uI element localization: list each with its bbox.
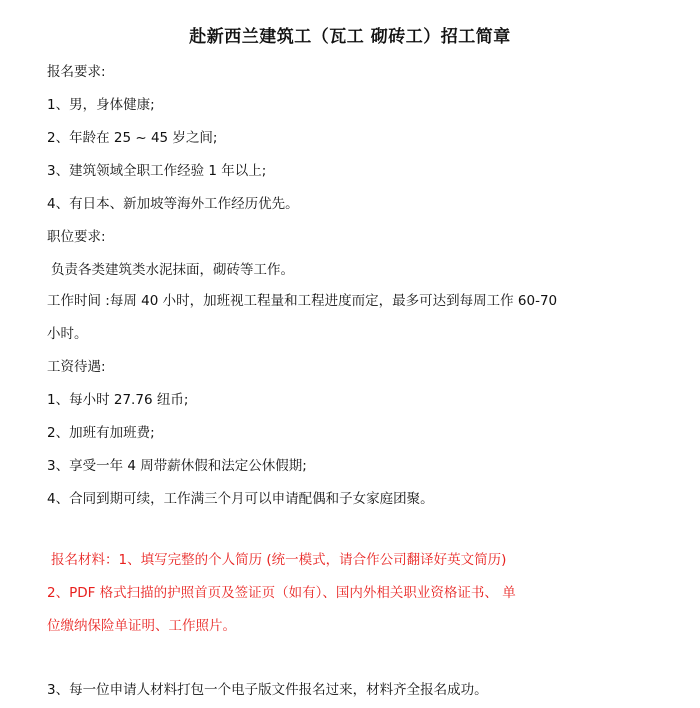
requirement-item-4: 4、有日本、新加坡等海外工作经历优先。 <box>47 196 299 212</box>
requirement-item-2: 2、年龄在 25 ~ 45 岁之间; <box>47 130 218 146</box>
materials-line-1: 报名材料：1、填写完整的个人简历 (统一模式，请合作公司翻译好英文简历) <box>51 552 507 568</box>
materials-line-4: 3、每一位申请人材料打包一个电子版文件报名过来，材料齐全报名成功。 <box>47 682 488 698</box>
materials-line-3: 位缴纳保险单证明、工作照片。 <box>47 618 236 634</box>
requirements-heading: 报名要求: <box>47 64 106 80</box>
work-hours-line-2: 小时。 <box>47 326 88 342</box>
salary-item-3: 3、享受一年 4 周带薪休假和法定公休假期; <box>47 458 307 474</box>
requirement-item-1: 1、男，身体健康; <box>47 97 155 113</box>
materials-line-2: 2、PDF 格式扫描的护照首页及签证页（如有）、国内外相关职业资格证书、 单 <box>47 585 516 601</box>
page-title: 赴新西兰建筑工（瓦工 砌砖工）招工简章 <box>189 27 511 47</box>
position-duty: 负责各类建筑类水泥抹面，砌砖等工作。 <box>51 262 294 278</box>
salary-heading: 工资待遇: <box>47 359 106 375</box>
salary-item-2: 2、加班有加班费; <box>47 425 155 441</box>
salary-item-1: 1、每小时 27.76 纽币; <box>47 392 189 408</box>
salary-item-4: 4、合同到期可续，工作满三个月可以申请配偶和子女家庭团聚。 <box>47 491 434 507</box>
requirement-item-3: 3、建筑领域全职工作经验 1 年以上; <box>47 163 267 179</box>
position-heading: 职位要求: <box>47 229 106 245</box>
work-hours-line-1: 工作时间 :每周 40 小时，加班视工程量和工程进度而定，最多可达到每周工作 60-70 <box>47 293 558 309</box>
